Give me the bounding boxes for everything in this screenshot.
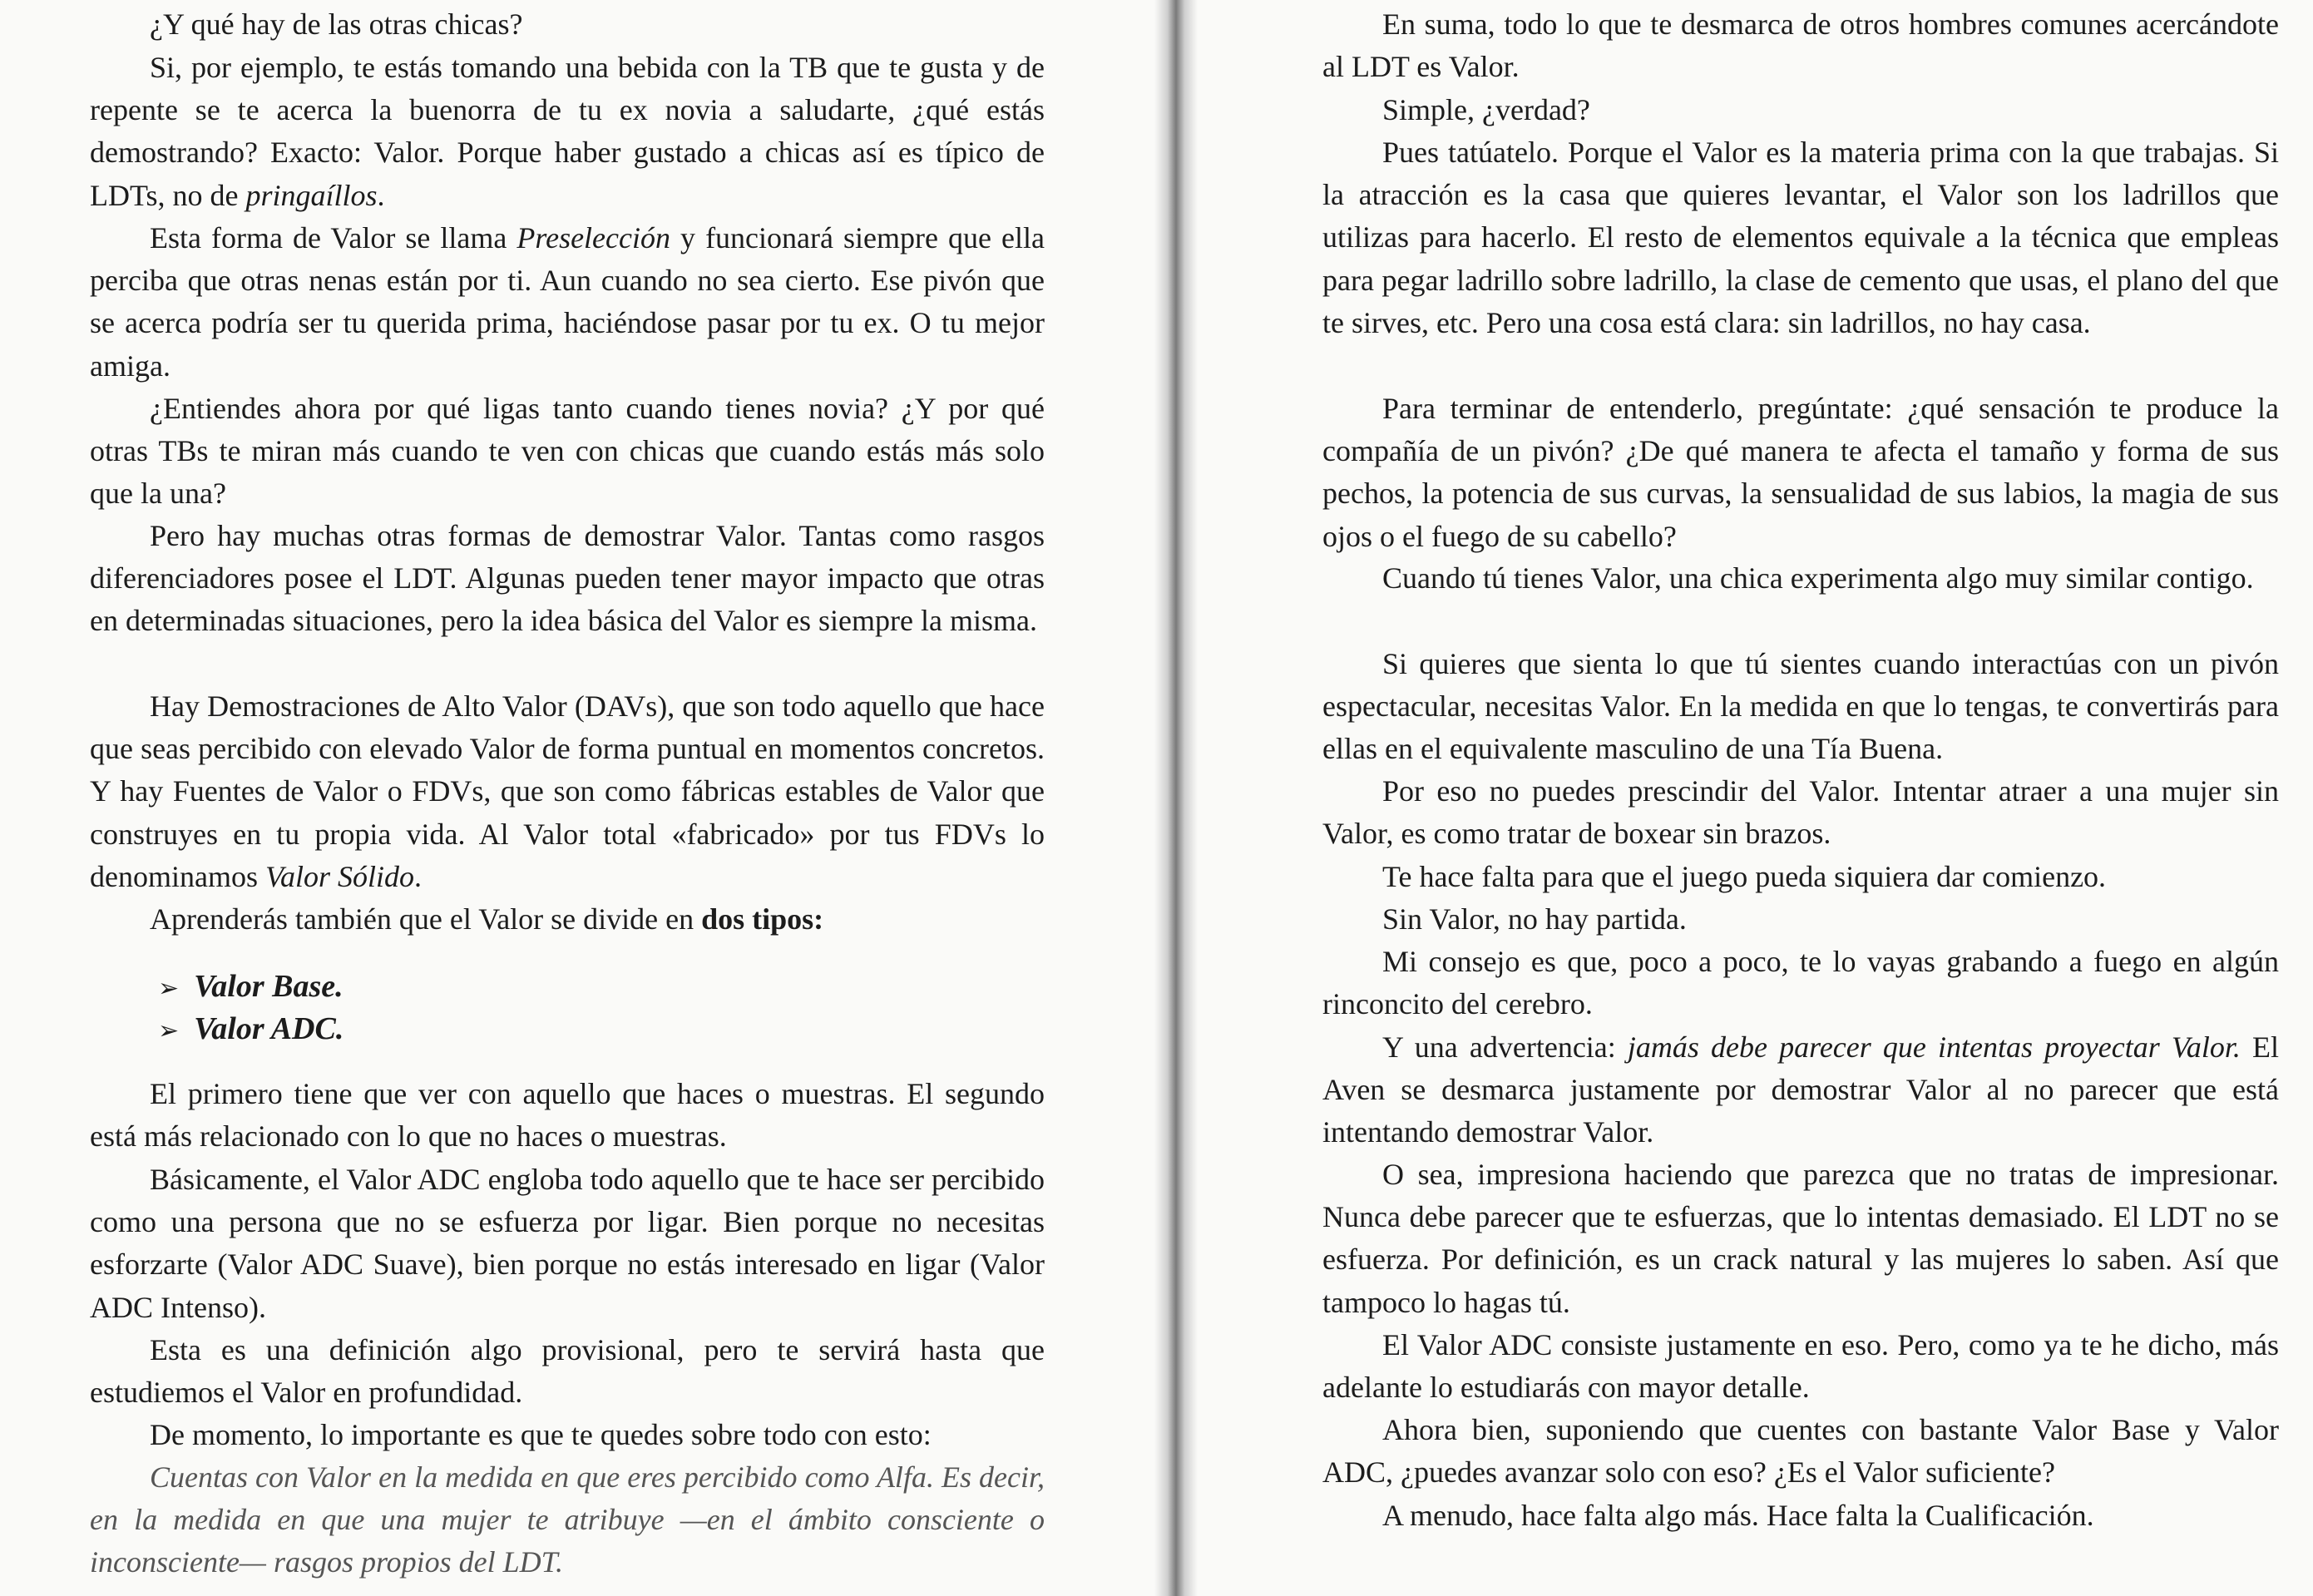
paragraph: Aprenderás también que el Valor se divide en dos tipos: <box>150 902 824 936</box>
paragraph: Pero hay muchas otras formas de demostrar Valor. Tantas como rasgos diferenciadores posee el LDT. Algunas pueden tener mayor impacto que otras en determinadas situaciones, pero la idea básica del Valor es siempre la misma. <box>90 519 1045 638</box>
list-item: ➢ Valor ADC. <box>158 1011 344 1046</box>
paragraph: Simple, ¿verdad? <box>1382 93 1590 126</box>
paragraph: Mi consejo es que, poco a poco, te lo vayas grabando a fuego en algún rinconcito del cerebro. <box>1322 945 2279 1021</box>
paragraph: Esta es una definición algo provisional, pero te servirá hasta que estudiemos el Valor en profundidad. <box>90 1333 1045 1410</box>
highlighted-quote: Cuentas con Valor en la medida en que eres percibido como Alfa. Es decir, en la medida en que una mujer te atribuye —en el ámbito consciente o inconsciente— rasgos propios del LDT. <box>90 1460 1045 1579</box>
paragraph: Y una advertencia: jamás debe parecer que intentas proyectar Valor. El Aven se desmarca justamente por demostrar Valor al no parecer que está intentando demostrar Valor. <box>1322 1030 2280 1149</box>
paragraph: Si quieres que sienta lo que tú sientes cuando interactúas con un pivón espectacular, necesitas Valor. En la medida en que lo tengas, te convertirás para ellas en el equivalente masculino de una Tía Buena. <box>1322 647 2279 766</box>
paragraph: El primero tiene que ver con aquello que haces o muestras. El segundo está más relacionado con lo que no haces o muestras. <box>90 1077 1045 1154</box>
list-item: ➢ Valor Base. <box>158 969 343 1004</box>
paragraph: Esta forma de Valor se llama Preselección y funcionará siempre que ella perciba que otras nenas están por ti. Aun cuando no sea cierto. Ese pivón que se acerca podría ser tu querida prima, haciéndose pasar por tu ex. O tu mejor amiga. <box>90 221 1045 383</box>
paragraph: ¿Y qué hay de las otras chicas? <box>150 7 523 41</box>
paragraph: Pues tatúatelo. Porque el Valor es la materia prima con la que trabajas. Si la atracción es la casa que quieres levantar, el Valor son los ladrillos que utilizas para hacerlo. El resto de elementos equivale a la técnica que empleas para pegar ladrillo sobre ladrillo, la clase de cemento que usas, el plano del que te sirves, etc. Pero una cosa está clara: sin ladrillos, no hay casa. <box>1322 136 2279 339</box>
paragraph: Te hace falta para que el juego pueda siquiera dar comienzo. <box>1382 860 2107 893</box>
paragraph: Sin Valor, no hay partida. <box>1382 902 1687 936</box>
paragraph: Básicamente, el Valor ADC engloba todo aquello que te hace ser percibido como una persona que no se esfuerza por ligar. Bien porque no necesitas esforzarte (Valor ADC Suave), bien porque no estás interesado en ligar (Valor ADC Intenso). <box>90 1163 1045 1324</box>
right-page <box>1189 0 2313 1596</box>
paragraph: Ahora bien, suponiendo que cuentes con bastante Valor Base y Valor ADC, ¿puedes avanzar solo con eso? ¿Es el Valor suficiente? <box>1322 1413 2279 1490</box>
paragraph: Para terminar de entenderlo, pregúntate: ¿qué sensación te produce la compañía de un pivón? ¿De qué manera te afecta el tamaño y forma de sus pechos, la potencia de sus curvas, la sensualidad de sus labios, la magia de sus ojos o el fuego de su cabello? <box>1322 392 2279 553</box>
paragraph: ¿Entiendes ahora por qué ligas tanto cuando tienes novia? ¿Y por qué otras TBs te miran más cuando te ven con chicas que cuando estás más solo que la una? <box>90 392 1045 511</box>
paragraph: O sea, impresiona haciendo que parezca que no tratas de impresionar. Nunca debe parecer que te esfuerzas, que lo intentas demasiado. El LDT no se esfuerza. Por definición, es un crack natural y las mujeres lo saben. Así que tampoco lo hagas tú. <box>1322 1158 2279 1319</box>
paragraph: Cuando tú tienes Valor, una chica experimenta algo muy similar contigo. <box>1382 561 2254 595</box>
arrow-bullet-icon: ➢ <box>158 975 180 1002</box>
paragraph: Por eso no puedes prescindir del Valor. Intentar atraer a una mujer sin Valor, es como tratar de boxear sin brazos. <box>1322 774 2279 851</box>
arrow-bullet-icon: ➢ <box>158 1017 180 1045</box>
paragraph: A menudo, hace falta algo más. Hace falta la Cualificación. <box>1382 1499 2094 1532</box>
paragraph: El Valor ADC consiste justamente en eso. Pero, como ya te he dicho, más adelante lo estudiarás con mayor detalle. <box>1322 1328 2279 1405</box>
paragraph: De momento, lo importante es que te quedes sobre todo con esto: <box>150 1418 932 1451</box>
paragraph: Si, por ejemplo, te estás tomando una bebida con la TB que te gusta y de repente se te acerca la buenorra de tu ex novia a saludarte, ¿qué estás demostrando? Exacto: Valor. Porque haber gustado a chicas así es típico de LDTs, no de pringaíllos. <box>90 51 1045 212</box>
paragraph: En suma, todo lo que te desmarca de otros hombres comunes acercándote al LDT es Valor. <box>1322 7 2279 84</box>
paragraph: Hay Demostraciones de Alto Valor (DAVs), que son todo aquello que hace que seas percibido con elevado Valor de forma puntual en momentos concretos. Y hay Fuentes de Valor o FDVs, que son como fábricas estables de Valor que construyes en tu propia vida. Al Valor total «fabricado» por tus FDVs lo denominamos Valor Sólido. <box>90 689 1045 893</box>
